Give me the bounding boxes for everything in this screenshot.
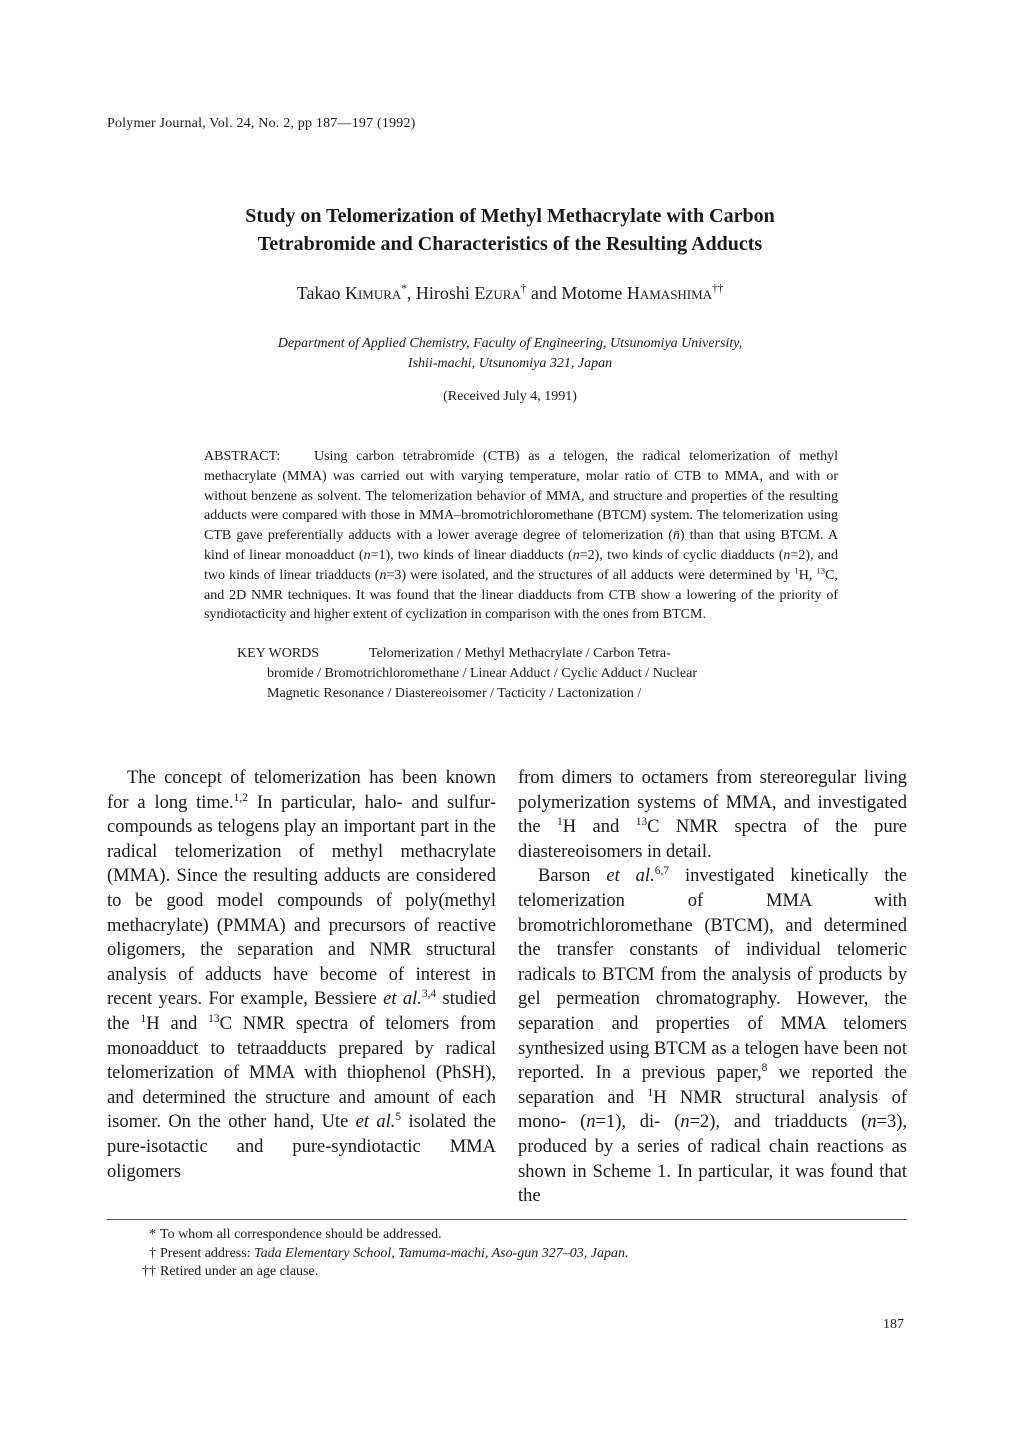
affiliation-line-1: Department of Applied Chemistry, Faculty of Engineering, Utsunomiya University, xyxy=(277,336,743,351)
body-paragraph: from dimers to octamers from stereoregular living polymerization systems of MMA, and investigated the $^1$H and $^{13}$C NMR spectra of the pure diastereoisomers in detail. xyxy=(518,768,908,862)
keywords-label: KEY WORDS xyxy=(237,646,320,661)
abstract-label: ABSTRACT: xyxy=(204,449,281,464)
author-name xyxy=(297,283,407,303)
author-family-name: Ezura xyxy=(474,283,521,303)
author-given-name: Takao xyxy=(296,283,345,303)
footnotes xyxy=(136,1226,628,1282)
author-given-name: Motome xyxy=(561,283,627,303)
author-given-name: Hiroshi xyxy=(415,283,475,303)
footnote-text: Retired under an age clause. xyxy=(160,1264,319,1280)
author-name xyxy=(416,283,526,303)
footnote-mark: * xyxy=(149,1227,156,1242)
keywords xyxy=(237,644,797,703)
author-footnote-mark: †† xyxy=(712,283,724,295)
body-column-left xyxy=(107,766,496,1184)
footnote-mark: † xyxy=(149,1245,156,1261)
keywords-line-2: bromide / Bromotrichloromethane / Linear Adduct / Cyclic Adduct / Nuclear xyxy=(267,665,697,681)
footnote-mark: †† xyxy=(142,1264,156,1280)
body-paragraph: The concept of telomerization has been known for a long time.$^{1,2}$ In particular, halo- and sulfur-compounds as telogens play an important part in the radical telomerization of methyl methacrylate (MMA). Since the resulting adducts are considered to be good model compounds of poly(methyl methacrylate) (PMMA) and precursors of reactive oligomers, the separation and NMR structural analysis of adducts have become of interest in recent years. For example, Bessiere et al.$^{3,4}$ studied the $^1$H and $^{13}$C NMR spectra of telomers from monoadduct to tetraadducts prepared by radical telomerization of MMA with thiophenol (PhSH), and determined the structure and amount of each isomer. On the other hand, Ute et al.$^5$ isolated the pure-isotactic and pure-syndiotactic MMA oligomers xyxy=(107,768,496,1182)
affiliation-line-2: Ishii-machi, Utsunomiya 321, Japan xyxy=(407,356,613,371)
footnote-text: Present address: xyxy=(160,1245,255,1261)
article-title xyxy=(0,202,1020,258)
footnote xyxy=(136,1263,628,1282)
keywords-text: Telomerization / Methyl Methacrylate / Carbon Tetra- xyxy=(369,646,671,661)
body-column-right xyxy=(518,766,907,1209)
footnote xyxy=(136,1226,628,1245)
title-line-2: Tetrabromide and Characteristics of the Resulting Adducts xyxy=(257,233,763,255)
footnote-text: To whom all correspondence should be addressed. xyxy=(160,1227,442,1242)
page-number: 187 xyxy=(883,1317,904,1332)
author-separator: , xyxy=(406,283,416,303)
footnote-address: Tada Elementary School, Tamuma-machi, Aso-gun 327–03, Japan. xyxy=(254,1245,629,1261)
author-family-name: Kimura xyxy=(344,283,402,303)
author-separator: and xyxy=(526,283,562,303)
author-footnote-mark: † xyxy=(520,283,527,295)
journal-header: Polymer Journal, Vol. 24, No. 2, pp 187—197 (1992) xyxy=(107,116,416,131)
author-list xyxy=(0,283,1020,304)
abstract-text: Using carbon tetrabromide (CTB) as a telogen, the radical telomerization of methyl methacrylate (MMA) was carried out with varying temperature, molar ratio of CTB to MMA, and with or without benzene as solvent. The telomerization behavior of MMA, and structure and properties of the resulting adducts were compared with those in MMA–bromotrichloromethane (BTCM) system. The telomerization using CTB gave preferentially adducts with a lower average degree of telomerization (n̄) than that using BTCM. A kind of linear monoadduct (n=1), two kinds of linear diadducts (n=2), two kinds of cyclic diadducts (n=2), and two kinds of linear triadducts (n=3) were isolated, and the structures of all adducts were determined by $^1$H, $^{13}$C, and 2D NMR techniques. It was found that the linear diadducts from CTB show a lowering of the priority of syndiotacticity and higher extent of cyclization in comparison with the ones from BTCM. xyxy=(204,449,839,623)
title-line-1: Study on Telomerization of Methyl Methacrylate with Carbon xyxy=(245,205,775,227)
footnote xyxy=(136,1245,628,1264)
footnote-divider xyxy=(107,1219,907,1220)
author-name xyxy=(561,283,723,303)
abstract xyxy=(204,447,838,625)
received-date: (Received July 4, 1991) xyxy=(443,389,577,404)
keywords-line-3: Magnetic Resonance / Diastereoisomer / Tacticity / Lactonization / xyxy=(267,685,642,701)
author-footnote-mark: * xyxy=(401,283,407,295)
body-paragraph: Barson et al.$^{6,7}$ investigated kinetically the telomerization of MMA with bromotrichloromethane (BTCM), and determined the transfer constants of individual telomeric radicals to BTCM from the analysis of products by gel permeation chromatography. However, the separation and properties of MMA telomers synthesized using BTCM as a telogen have been not reported. In a previous paper,$^8$ we reported the separation and $^1$H NMR structural analysis of mono- (n=1), di- (n=2), and triadducts (n=3), produced by a series of radical chain reactions as shown in Scheme 1. In particular, it was found that the xyxy=(518,865,907,1207)
affiliation xyxy=(0,334,1020,374)
author-family-name: Hamashima xyxy=(626,283,713,303)
